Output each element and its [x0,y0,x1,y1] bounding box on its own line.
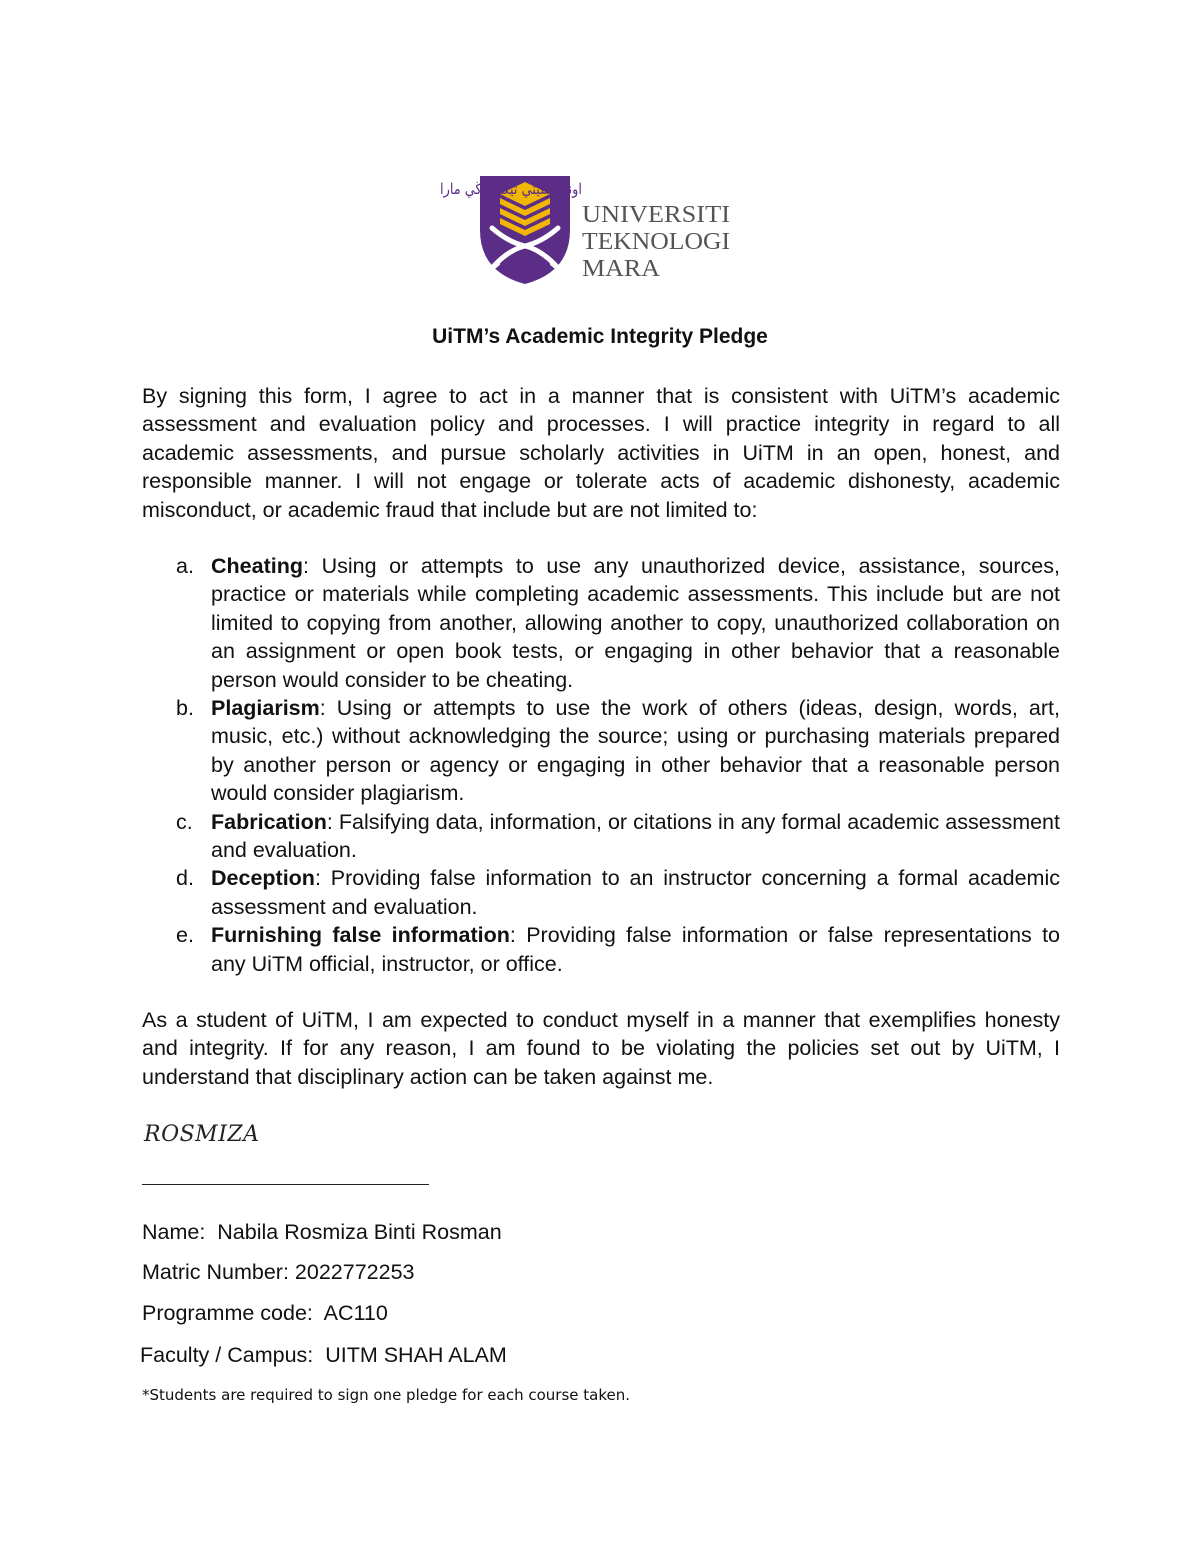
intro-paragraph: By signing this form, I agree to act in a manner that is consistent with UiTM’s academic assessment and evaluation policy and processes. I will practice integrity in regard to all academic assessments, and pursue scholarly activities in UiTM in an open, honest, and responsible manner. I will not engage or tolerate acts of academic dishonesty, academic misconduct, or academic fraud that include but are not limited to: [142,384,1060,522]
list-text: Providing false information to an instructor concerning a formal academic assessment and evaluation. [211,866,1060,919]
logo-line-3: MARA [582,256,661,282]
list-term: Furnishing false information [211,923,510,948]
logo-line-1: UNIVERSITI [582,202,730,228]
list-item [142,694,1060,808]
page-title: UiTM’s Academic Integrity Pledge [432,325,768,348]
name-field: Name: Nabila Rosmiza Binti Rosman [142,1220,502,1244]
closing-paragraph: As a student of UiTM, I am expected to conduct myself in a manner that exemplifies honesty and integrity. If for any reason, I am found to be violating the policies set out by UiTM, I understand that disciplinary action can be taken against me. [142,1008,1060,1089]
list-term: Fabrication [211,809,327,834]
list-marker: a. [176,554,194,578]
list-item [142,921,1060,978]
list-marker: b. [176,696,194,721]
list-text: Falsifying data, information, or citations in any formal academic assessment and evaluation. [211,809,1060,863]
list-text: Providing false information or false representations to any UiTM official, instructor, or office. [211,923,1061,976]
list-term: Plagiarism [211,696,320,721]
programme-field: Programme code: AC110 [142,1301,388,1325]
list-marker: d. [176,866,194,891]
list-marker: e. [176,923,194,948]
list-item [142,808,1060,865]
university-logo [440,172,738,287]
signature-line [142,1184,429,1185]
footnote: *Students are required to sign one pledge for each course taken. [142,1386,630,1404]
list-marker: c. [176,809,193,834]
list-term: Cheating [211,554,303,578]
faculty-field: Faculty / Campus: UITM SHAH ALAM [140,1343,507,1367]
list-item [142,552,1060,694]
signature: ROSMIZA [144,1122,260,1147]
jawi-name: اونيۏرسيتي تيكنولوڬي مارا [440,180,606,198]
list-separator: : [314,866,331,891]
offense-list [142,552,1060,978]
matric-field: Matric Number: 2022772253 [142,1260,415,1284]
list-text: Using or attempts to use the work of others (ideas, design, words, art, music, etc.) without acknowledging the source; using or purchasing materials prepared by another person or agency or engaging in other behavior that a reasonable person would consider plagiarism. [211,696,1060,806]
list-text: Using or attempts to use any unauthorized device, assistance, sources, practice or materials while completing academic assessments. This include but are not limited to copying from another, allowing another to copy, unauthorized collaboration on an assignment or open book tests, or engaging in other behavior that a reasonable person would consider to be cheating. [211,554,1060,692]
list-separator: : [509,923,527,948]
list-separator: : [302,554,322,578]
list-separator: : [319,696,337,721]
list-item [142,864,1060,921]
logo-line-2: TEKNOLOGI [582,229,730,255]
list-separator: : [326,809,339,834]
list-term: Deception [211,866,315,891]
